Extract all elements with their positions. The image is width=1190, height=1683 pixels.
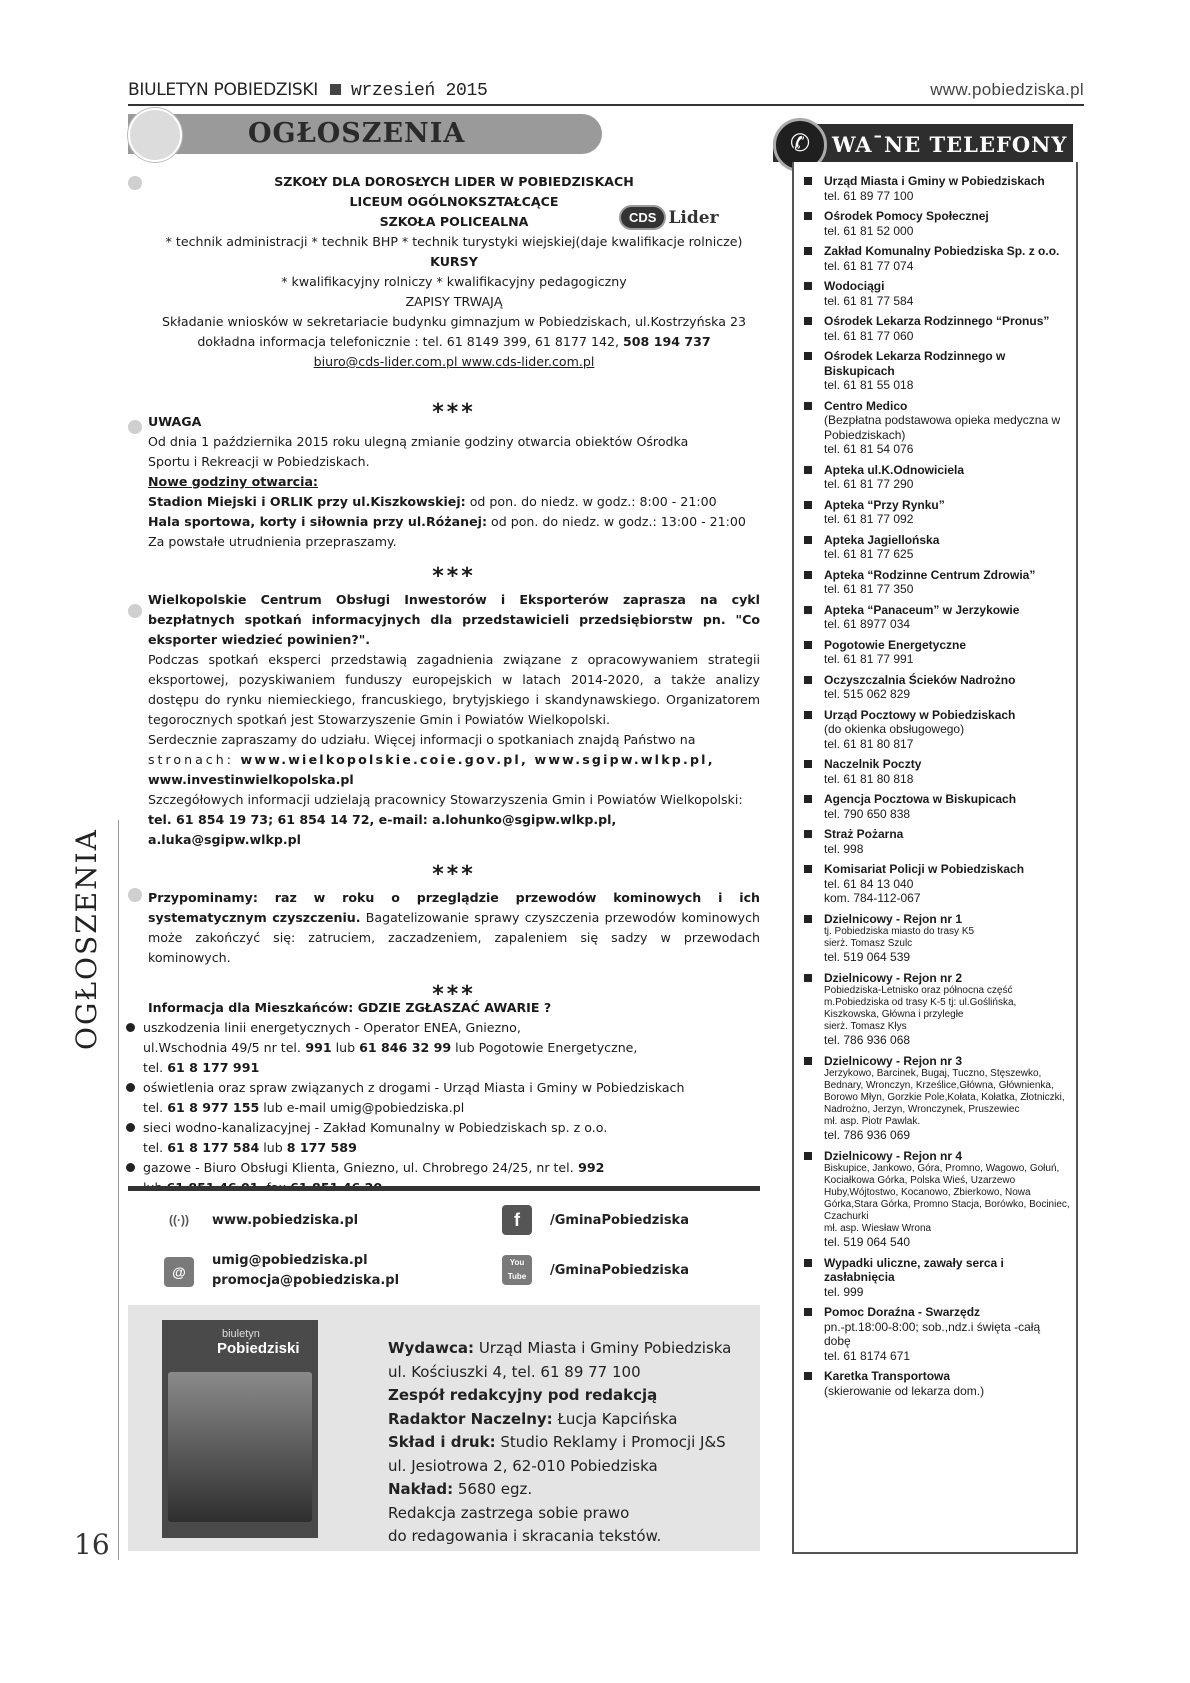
failures-title: Informacja dla Mieszkańców: GDZIE ZGŁASZAĆ AWARIE ?	[148, 1000, 552, 1015]
failure-water-b4: 8 177 589	[286, 1140, 357, 1155]
failure-energy-a: uszkodzenia linii energetycznych - Operator ENEA, Gniezno,	[143, 1020, 521, 1035]
phone-entry-tel: tel. 61 81 54 076	[824, 442, 914, 456]
phone-entry-tel: tel. 61 81 77 060	[824, 328, 914, 343]
separator-stars: ***	[432, 564, 476, 589]
failure-gas-a: gazowe - Biuro Obsługi Klienta, Gniezno, ul. Chrobrego 24/25, nr tel.	[143, 1160, 574, 1175]
phone-bold: 508 194 737	[623, 334, 711, 349]
bullet-circle-icon	[128, 420, 142, 434]
phone-entry-name: Dzielnicowy - Rejon nr 4	[824, 1148, 963, 1163]
phone-entry	[802, 862, 1070, 906]
bullet-dot-icon	[126, 1023, 135, 1032]
failure-energy-c2: 61 8 177 991	[167, 1060, 260, 1075]
contact-email1[interactable]: umig@pobiedziska.pl	[212, 1253, 368, 1268]
phone-entry-name: Wodociągi	[824, 279, 885, 293]
school-line2: LICEUM OGÓLNOKSZTAŁCĄCE	[349, 194, 559, 209]
phone-entry-name: Urząd Pocztowy w Pobiedziskach	[824, 707, 1016, 722]
phone-entry-name: Urząd Miasta i Gminy w Pobiedziskach	[824, 174, 1045, 188]
editor-name: Łucja Kapcińska	[552, 1409, 678, 1428]
phone-entry-name: Agencja Pocztowa w Biskupicach	[824, 792, 1017, 806]
bullet-dot-icon	[126, 1123, 135, 1132]
phone-entry-extra: (Bezpłatna podstawowa opieka medyczna w Pobiedziskach)	[824, 413, 1061, 442]
notice-export-contact: tel. 61 854 19 73; 61 854 14 72, e-mail: a.lohunko@sgipw.wlkp.pl, a.luka@sgipw.wlkp.pl	[148, 812, 617, 847]
phone-entry	[802, 1305, 1070, 1363]
phone-entry-name: Ośrodek Lekarza Rodzinnego “Pronus”	[824, 314, 1050, 328]
phone-entry	[802, 603, 1070, 632]
notice-chimney-text: Bagatelizowanie sprawy czyszczenia przewodów kominowych może zakończyć się: zatruciem, zaczadzeniem, zapaleniem się sadzy w przewodach kominowych.	[148, 910, 760, 965]
school-line3: SZKOŁA POLICEALNA	[379, 214, 529, 229]
phone-entry-name: Straż Pożarna	[824, 827, 904, 841]
disclaimer-line2: do redagowania i skracania tekstów.	[388, 1527, 662, 1545]
issue-date: wrzesień 2015	[350, 81, 488, 101]
failure-energy-b4: lub Pogotowie Energetyczne,	[451, 1040, 638, 1055]
separator-stars: ***	[432, 400, 476, 425]
phone-entry-name: Centro Medico	[824, 398, 908, 413]
phone-entry-name: Apteka “Rodzinne Centrum Zdrowia”	[824, 567, 1036, 582]
hall-hours-text: od pon. do niedz. w godz.: 13:00 - 21:00	[487, 514, 746, 529]
notice-export-headline: Wielkopolskie Centrum Obsługi Inwestorów i Eksporterów zaprasza na cykl bezpłatnych spotkań informacyjnych dla przedstawicieli przedsiębiorstw pn. "Co eksporter wiedzieć powinien?".	[148, 592, 760, 647]
courses-list: * kwalifikacyjny rolniczy * kwalifikacyjny pedagogiczny	[281, 274, 627, 289]
notice-export-links	[148, 750, 760, 770]
phone-entry-name: Pogotowie Energetyczne	[824, 637, 967, 652]
phone-entry-tel: tel. 61 8174 671	[824, 1348, 911, 1363]
print-name: Studio Reklamy i Promocji J&S	[495, 1433, 726, 1451]
header-website[interactable]: www.pobiedziska.pl	[930, 80, 1084, 99]
section-title: OGŁOSZENIA	[248, 118, 466, 149]
notice-failures	[143, 998, 760, 1198]
publication-name: BIULETYN POBIEDZISKI	[128, 80, 318, 100]
side-section-label: OGŁOSZENIA	[70, 828, 103, 1050]
contact-youtube[interactable]: /GminaPobiedziska	[550, 1263, 689, 1278]
phone-entry	[802, 827, 1070, 856]
notice-chimney-bold: Przypominamy: raz w roku o przeglądzie przewodów kominowych i ich systematycznym czyszczeniu.	[148, 890, 760, 925]
phone-entry-extra: (do okienka obsługowego)	[824, 722, 965, 736]
phone-entry-tel: tel. 61 81 77 074	[824, 258, 914, 273]
failure-roads-b1: tel.	[143, 1100, 168, 1115]
phone-entry-tel: tel. 998	[824, 841, 864, 856]
phone-entry	[802, 1054, 1070, 1143]
main-content	[143, 172, 760, 1198]
wifi-icon: ((·))	[164, 1205, 194, 1235]
phone-entry-tel: kom. 784-112-067	[824, 891, 921, 905]
separator-stars: ***	[432, 862, 476, 887]
failure-item-roads	[126, 1078, 760, 1118]
export-links2[interactable]: www.investinwielkopolska.pl	[148, 772, 354, 787]
failure-roads-a: oświetlenia oraz spraw związanych z drogami - Urząd Miasta i Gminy w Pobiedziskach	[143, 1080, 685, 1095]
bullet-circle-icon	[128, 888, 142, 902]
school-line1: SZKOŁY DLA DOROSŁYCH LIDER W POBIEDZISKACH	[274, 174, 634, 189]
phone-entry-name: Apteka “Panaceum” w Jerzykowie	[824, 602, 1020, 617]
school-specialties: * technik administracji * technik BHP * technik turystyki wiejskiej(daje kwalifikacje rolnicze)	[165, 234, 743, 249]
print-label: Skład i druk:	[388, 1433, 496, 1451]
phone-entry	[802, 244, 1070, 273]
print-address: ul. Jesiotrowa 2, 62-010 Pobiedziska	[388, 1456, 658, 1475]
logo-text: Lider	[668, 207, 719, 228]
phone-info-text: dokładna informacja telefonicznie : tel. 61 8149 399, 61 8177 142,	[197, 334, 620, 349]
failure-energy-b2: lub	[331, 1040, 360, 1055]
circle-icon	[128, 108, 182, 162]
phone-entry	[802, 708, 1070, 752]
failure-energy-c1: tel.	[143, 1060, 168, 1075]
stadium-label: Stadion Miejski i ORLIK przy ul.Kiszkowskiej:	[148, 494, 466, 509]
phone-entry-note: sierż. Tomasz Kłys	[824, 1021, 907, 1032]
phone-entry	[802, 279, 1070, 308]
phone-entry-tel: tel. 519 064 539	[824, 950, 911, 964]
failure-item-energy	[126, 1018, 760, 1078]
failure-energy-b: ul.Wschodnia 49/5 nr tel.	[143, 1040, 301, 1055]
notice-export-body3: Szczegółowych informacji udzielają pracownicy Stowarzyszenia Gmin i Powiatów Wielkopolski:	[148, 792, 743, 807]
bullet-circle-icon	[128, 604, 142, 618]
circulation-label: Nakład:	[388, 1480, 454, 1498]
phone-entry-tel: tel. 519 064 540	[824, 1235, 911, 1249]
phones-list	[802, 174, 1070, 1404]
hall-hours	[148, 512, 760, 532]
enrollment-text: ZAPISY TRWAJĄ	[405, 294, 503, 309]
editor-label: Radaktor Naczelny:	[388, 1409, 553, 1428]
phone-entry-name: Apteka Jagiellońska	[824, 532, 940, 547]
hours-title: Nowe godziny otwarcia:	[148, 474, 318, 489]
school-announcement	[148, 172, 760, 372]
cover-title-small: biuletyn	[222, 1328, 260, 1340]
failure-water-a: sieci wodno-kanalizacyjnej - Zakład Komunalny w Pobiedziskach sp. z o.o.	[143, 1120, 608, 1135]
phone-entry-tel: tel. 786 936 068	[824, 1033, 911, 1047]
publisher-info	[388, 1337, 731, 1549]
cover-photo	[168, 1372, 312, 1522]
phone-entry-extra: pn.-pt.18:00-8:00; sob.,ndz.i święta -całą dobę	[824, 1319, 1041, 1348]
phone-entry	[802, 314, 1070, 343]
phone-entry-note: Pobiedziska-Letnisko oraz północna część m.Pobiedziska od trasy K-5 tj: ul.Goślińska, Kiszkowska, Główna i przyległe	[824, 985, 1017, 1020]
phone-entry-tel: tel. 61 81 77 625	[824, 547, 914, 561]
phone-entry	[802, 463, 1070, 492]
phone-entry-name: Karetka Transportowa	[824, 1369, 951, 1383]
phone-entry-tel: tel. 999	[824, 1284, 864, 1299]
phone-entry-tel: tel. 61 81 77 584	[824, 293, 914, 308]
phone-entry-note: Jerzykowo, Barcinek, Bugaj, Tuczno, Stęszewko, Bednary, Wronczyn, Krześlice,Główna, Głównienka, Borowo Młyn, Gorzkie Pole,Kołata, Kołatka, Złotniczki, Nadrożno, Jerzyn, Wronczynek, Pruszewiec	[824, 1068, 1065, 1115]
courses-title: KURSY	[430, 254, 478, 269]
separator-stars: ***	[432, 982, 476, 1007]
phone-entry-tel: tel. 61 81 80 818	[824, 771, 914, 786]
notice-chimney	[148, 888, 760, 968]
phone-entry-note: sierż. Tomasz Szulc	[824, 938, 913, 949]
stadium-hours	[148, 492, 760, 512]
phone-entry-tel: tel. 61 81 52 000	[824, 223, 914, 238]
failure-item-water	[126, 1118, 760, 1158]
hall-label: Hala sportowa, korty i siłownia przy ul.Różanej:	[148, 514, 487, 529]
phone-entry-name: Ośrodek Pomocy Społecznej	[824, 209, 989, 223]
publisher-label: Wydawca:	[388, 1339, 475, 1357]
phone-entry-tel: tel. 61 8977 034	[824, 617, 911, 631]
phone-entry	[802, 174, 1070, 203]
phone-entry	[802, 533, 1070, 562]
phone-entry	[802, 638, 1070, 667]
phone-entry	[802, 971, 1070, 1048]
phone-entry-tel: tel. 61 81 55 018	[824, 378, 914, 392]
phone-entry-name: Naczelnik Poczty	[824, 757, 922, 771]
bullet-dot-icon	[126, 1163, 135, 1172]
stadium-hours-text: od pon. do niedz. w godz.: 8:00 - 21:00	[465, 494, 717, 509]
phone-entry-name: Apteka ul.K.Odnowiciela	[824, 462, 965, 477]
phone-entry-note: mł. asp. Piotr Pawlak.	[824, 1116, 921, 1127]
phone-entry-tel: tel. 515 062 829	[824, 687, 911, 701]
phone-entry-name: Wypadki uliczne, zawały serca i zasłabnięcia	[824, 1255, 1004, 1284]
failure-energy-b3: 61 846 32 99	[359, 1040, 452, 1055]
circulation-value: 5680 egz.	[453, 1480, 533, 1498]
bulletin-cover-image	[162, 1320, 318, 1538]
phone-entry	[802, 349, 1070, 393]
failure-gas-a2: 992	[573, 1160, 605, 1175]
contact-website[interactable]: www.pobiedziska.pl	[212, 1213, 359, 1228]
phone-entry	[802, 399, 1070, 457]
failure-roads-b2: 61 8 977 155	[167, 1100, 260, 1115]
phone-entry	[802, 673, 1070, 702]
phone-entry	[802, 792, 1070, 821]
phone-entry-extra: (skierowanie od lekarza dom.)	[824, 1383, 985, 1398]
phone-entry	[802, 757, 1070, 786]
notice-export-body2: Serdecznie zapraszamy do udziału. Więcej informacji o spotkaniach znajdą Państwo na	[148, 732, 696, 747]
publisher-name: Urząd Miasta i Gminy Pobiedziska	[474, 1339, 732, 1357]
phone-entry-tel: tel. 61 89 77 100	[824, 188, 914, 203]
phone-info	[148, 332, 760, 352]
applications-text: Składanie wniosków w sekretariacie budynku gimnazjum w Pobiedziskach, ul.Kostrzyńska 23	[161, 314, 746, 329]
phones-title: WA¯NE TELEFONY	[832, 132, 1068, 157]
bullet-circle-icon	[128, 176, 142, 190]
failure-water-b1: tel.	[143, 1140, 168, 1155]
phone-entry-tel: tel. 61 81 77 350	[824, 582, 914, 596]
phone-entry-name: Zakład Komunalny Pobiedziska Sp. z o.o.	[824, 244, 1060, 258]
cover-title: Pobiedziski	[217, 1340, 300, 1357]
stronach-text: stronach:	[148, 752, 234, 767]
bullet-dot-icon	[126, 1083, 135, 1092]
phone-entry-tel: tel. 61 81 77 290	[824, 477, 914, 491]
logo-badge: CDS	[619, 205, 666, 230]
export-links1[interactable]: www.wielkopolskie.coie.gov.pl, www.sgipw.wlkp.pl,	[233, 752, 715, 767]
phone-entry-name: Dzielnicowy - Rejon nr 3	[824, 1053, 963, 1068]
phone-entry-tel: tel. 790 650 838	[824, 806, 911, 821]
failure-water-b2: 61 8 177 584	[167, 1140, 260, 1155]
contact-email2[interactable]: promocja@pobiedziska.pl	[212, 1273, 400, 1288]
phone-entry-name: Ośrodek Lekarza Rodzinnego w Biskupicach	[824, 349, 1006, 378]
phone-entry	[802, 912, 1070, 965]
phone-entry-tel: tel. 61 81 77 991	[824, 652, 914, 666]
apology-text: Za powstałe utrudnienia przepraszamy.	[148, 534, 397, 549]
phone-entry-tel: tel. 61 81 77 092	[824, 512, 914, 526]
phone-entry	[802, 498, 1070, 527]
page-number: 16	[74, 1528, 110, 1561]
phone-entry-tel: tel. 61 84 13 040	[824, 876, 914, 891]
phone-entry-name: Komisariat Policji w Pobiedziskach	[824, 862, 1025, 876]
school-links[interactable]: biuro@cds-lider.com.pl www.cds-lider.com.pl	[313, 354, 595, 369]
contact-strip	[128, 1186, 760, 1310]
phone-entry-note: mł. asp. Wiesław Wrona	[824, 1223, 932, 1234]
notice-uwaga-text: Od dnia 1 października 2015 roku ulegną zmianie godziny otwarcia obiektów Ośrodka Sportu i Rekreacji w Pobiedziskach.	[148, 434, 689, 469]
phone-entry-name: Oczyszczalnia Ścieków Nadrożno	[824, 672, 1016, 687]
publisher-address: ul. Kościuszki 4, tel. 61 89 77 100	[388, 1362, 641, 1381]
phone-entry-name: Dzielnicowy - Rejon nr 1	[824, 911, 963, 926]
phone-entry-tel: tel. 786 936 069	[824, 1128, 911, 1142]
notice-export	[148, 590, 760, 850]
failure-energy-b1: 991	[300, 1040, 332, 1055]
header-publication	[128, 80, 488, 101]
phone-entry-name: Dzielnicowy - Rejon nr 2	[824, 970, 963, 985]
phone-entry-note: Biskupice, Jankowo, Góra, Promno, Wagowo, Gołuń, Kociałkowa Górka, Polska Wieś, Uzarzewo Huby,Wójtostwo, Kocanowo, Zbierkowo, Nowa Górka,Stara Górka, Promno Stacja, Borówko, Bociniec, Czachurki	[824, 1163, 1070, 1222]
contact-facebook[interactable]: /GminaPobiedziska	[550, 1213, 689, 1228]
notice-uwaga	[148, 412, 760, 552]
phone-icon: ✆	[773, 118, 827, 172]
side-divider	[118, 820, 119, 1560]
at-icon: @	[164, 1257, 194, 1287]
phone-entry	[802, 1256, 1070, 1300]
youtube-icon[interactable]: You Tube	[502, 1255, 532, 1285]
square-icon	[330, 84, 341, 95]
editorial-team: Zespół redakcyjny pod redakcją	[388, 1386, 658, 1404]
disclaimer-line1: Redakcja zastrzega sobie prawo	[388, 1503, 630, 1522]
phone-entry-tel: tel. 61 81 80 817	[824, 736, 914, 751]
phone-entry-note: tj. Pobiedziska miasto do trasy K5	[824, 926, 975, 937]
failure-roads-b3: lub e-mail umig@pobiedziska.pl	[259, 1100, 465, 1115]
facebook-icon[interactable]: f	[502, 1205, 532, 1235]
phone-entry	[802, 1149, 1070, 1250]
notice-export-body1: Podczas spotkań eksperci przedstawią zagadnienia związane z opracowywaniem strategii eksportowej, pozyskiwaniem funduszy europejskich w latach 2014-2020, a także analizy dostępu do rynku niemieckiego, francuskiego, brytyjskiego i skandynawskiego. Organizatorem tegorocznych spotkań jest Stowarzyszenie Gmin i Powiatów Wielkopolski.	[148, 652, 760, 727]
phone-entry-name: Apteka “Przy Rynku”	[824, 497, 945, 512]
failure-water-b3: lub	[259, 1140, 287, 1155]
page-header	[128, 78, 1084, 106]
phone-entry	[802, 1369, 1070, 1398]
phone-entry-name: Pomoc Doraźna - Swarzędz	[824, 1305, 981, 1319]
phone-entry	[802, 568, 1070, 597]
notice-uwaga-title: UWAGA	[148, 414, 202, 429]
phone-entry	[802, 209, 1070, 238]
